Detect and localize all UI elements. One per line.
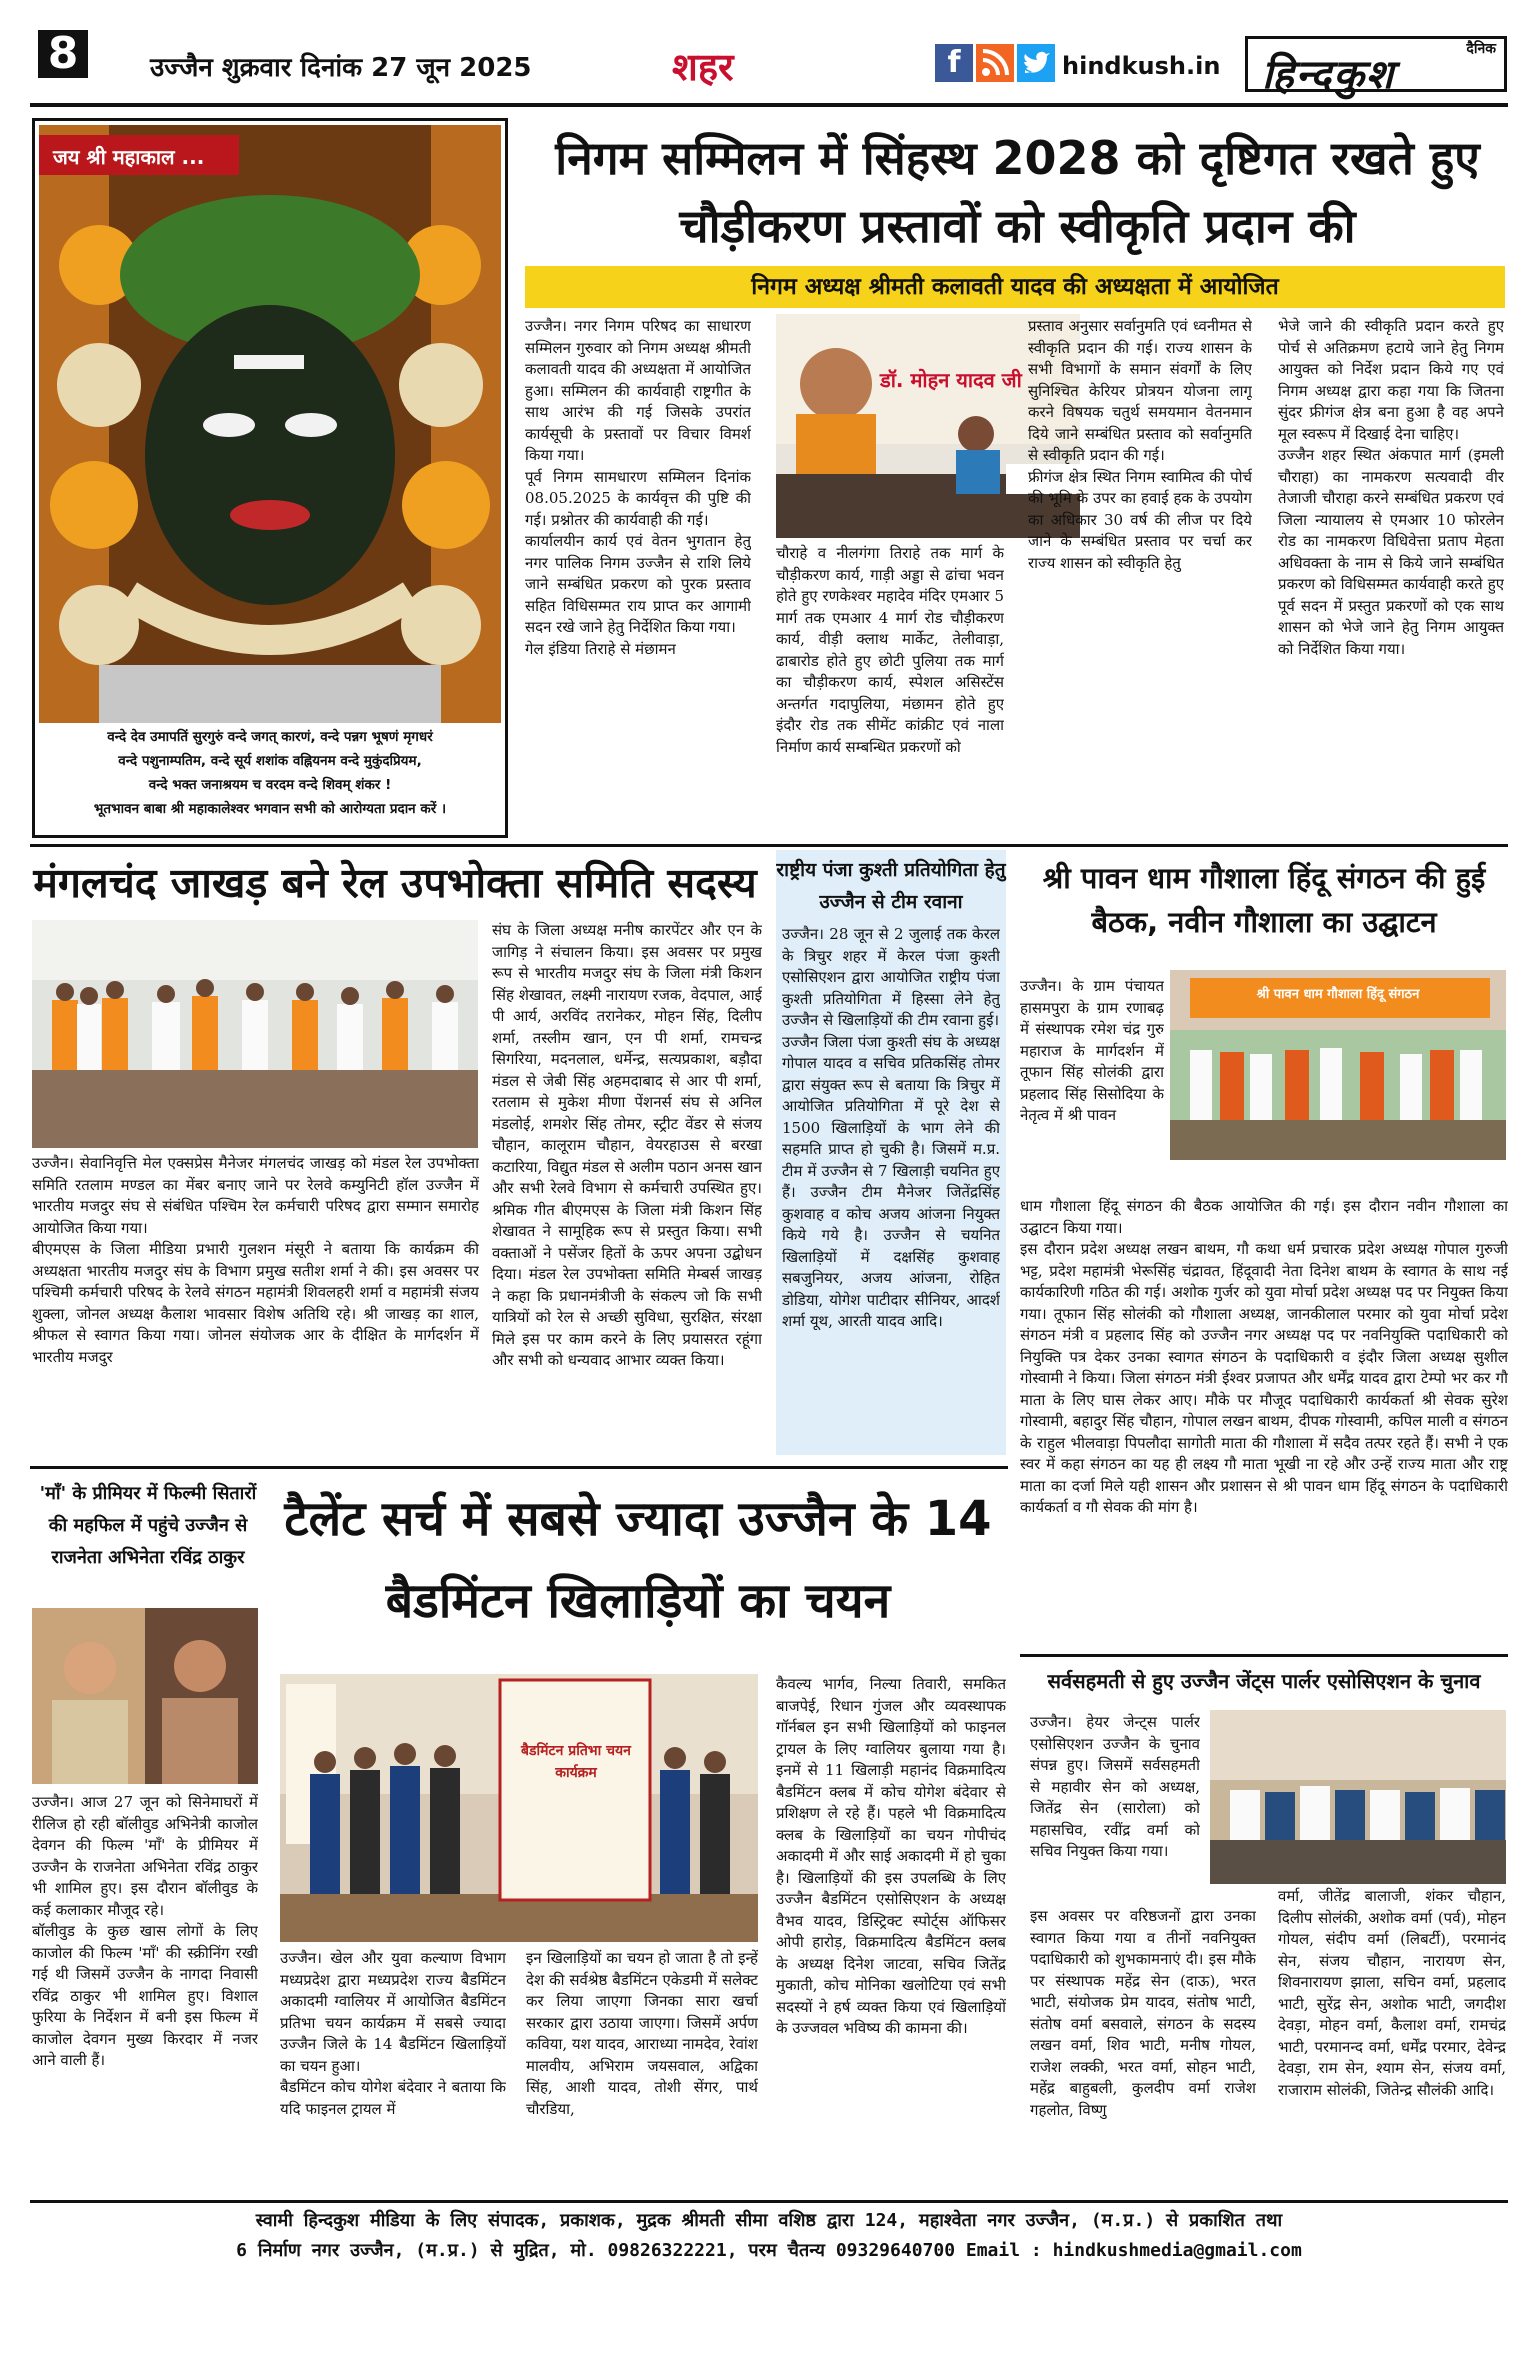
story6-col1: उज्जैन। खेल और युवा कल्याण विभाग मध्यप्रदेश द्वारा मध्यप्रदेश राज्य बैडमिंटन अकादमी ग्वालियर में आयोजित बैडमिंटन प्रतिभा चयन कार्यक्रम में सबसे ज्यादा उज्जैन जिले के 14 बैडमिंटन खिलाड़ियों का चयन हुआ। बैडमिंटन कोच योगेश बंदेवार ने बताया कि यदि फाइनल ट्रायल में <box>280 1949 506 2118</box>
story7-col-short: उज्जैन। हेयर जेन्ट्स पार्लर एसोसिएशन उज्जैन के चुनाव संपन्न हुए। जिसमें सर्वसहमती से महावीर सेन को अध्यक्ष, जितेंद्र सेन (सारोला) को महासचिव, रवींद्र वर्मा को सचिव नियुक्त किया गया। <box>1030 1713 1200 1860</box>
story4-photo-banner: श्री पावन धाम गौशाला हिंदू संगठन <box>1256 987 1420 1002</box>
story6-col3: कैवल्य भार्गव, निल्या तिवारी, समकित बाजपेई, रिधान गुंजल और व्यवस्थापक गॉर्नबल इन सभी खिलाड़ियों को फाइनल ट्रायल के लिए ग्वालियर बुलाया गया है। इनमें से 11 खिलाड़ी महानंद विक्रमादित्य बैडमिंटन क्लब में कोच योगेश बंदेवार से प्रशिक्षण ले रहे हैं। पहले भी विक्रमादित्य क्लब के खिलाड़ियों का चयन गोपीचंद अकादमी में और साई अकादमी में हो चुका है। खिलाड़ियों की इस उपलब्धि के लिए उज्जैन बैडमिंटन एसोसिएशन के अध्यक्ष वैभव यादव, डिस्ट्रिक्ट स्पोर्ट्स ऑफिसर ओपी हारोड़, विक्रमादित्य बैडमिंटन क्लब के अध्यक्ष दिनेश जाटवा, सचिव जितेंद्र मुकाती, कोच मोनिका खलोटिया एवं सभी सदस्यों ने हर्ष व्यक्त किया एवं खिलाड़ियों के उज्जवल भविष्य की कामना की। <box>776 1675 1006 2037</box>
footer-imprint <box>30 2206 1508 2266</box>
story4-body: धाम गौशाला हिंदू संगठन की बैठक आयोजित की गई। इस दौरान नवीन गौशाला का उद्घाटन किया गया। इस दौरान प्रदेश अध्यक्ष लखन बाथम, गौ कथा धर्म प्रचारक प्रदेश अध्यक्ष गोपाल गुरुजी भट्ट, प्रदेश महामंत्री भेरूसिंह चंद्रावत, हिंदूवादी नेता दिनेश बाथम के स्वागत के साथ नई कार्यकारिणी गठित की गई। अशोक गुर्जर को युवा मोर्चा प्रदेश अध्यक्ष पद पर नियुक्त किया गया। तूफान सिंह सोलंकी को गौशाला अध्यक्ष, जानकीलाल परमार को युवा मोर्चा प्रदेश संगठन मंत्री व प्रहलाद सिंह को उज्जैन नगर अध्यक्ष पद पर नवनियुक्ति पदाधिकारी को नियुक्ति पत्र देकर उनका स्वागत संगठन के पदाधिकारी व इंदौर जिला अध्यक्ष सुशील गोस्वामी ने किया। जिला संगठन मंत्री ईश्वर प्रजापत और धर्मेंद्र यादव द्वारा टेम्पो भर कर गौ माता के लिए घास लेकर आए। मौके पर मौजूद पदाधिकारी कार्यकर्ता श्री सेवक सुरेश गोस्वामी, बहादुर सिंह चौहान, गोपाल लखन बाथम, दीपक गोस्वामी, कपिल माली व संगठन के राहुल भीलवाड़ा पिपलौदा सागोती माता की गौशाला में सदैव तत्पर रहते हैं। सभी ने एक स्वर में कहा संगठन का यह ही लक्ष्य गौ माता भूखी ना रहे और उन्हें राज्य माता और राष्ट्र माता का दर्जा मिले यही शासन और प्रशासन से श्री पावन धाम हिंदू संगठन के पदाधिकारी कार्यकर्ता व गौ सेवक की मांग है। <box>1020 1197 1508 1516</box>
divider <box>30 844 1508 847</box>
mahakal-label: जय श्री महाकाल ... <box>53 145 205 169</box>
facebook-icon[interactable]: f <box>935 44 973 82</box>
story2-col2: संघ के जिला अध्यक्ष मनीष कारपेंटर और एन के जागिड़ ने संचालन किया। इस अवसर पर प्रमुख रूप से भारतीय मजदुर संघ के जिला मंत्री किशन सिंह शेखावत, लक्ष्मी नारायण रजक, वेदपाल, आई पी आर्य, अरविंद तरानेकर, मोहन सिंह, दिलीप शर्मा, तस्लीम खान, एन पी शर्मा, रामचन्द्र सिगरिया, मदनलाल, धर्मेन्द्र, सत्यप्रकाश, बड़ौदा मंडल से जेबी सिंह अहमदाबाद से आर पी शर्मा, रतलाम से मुकेश मीणा पेंशनर्स संघ से अनिल मंडलोई, शमशेर सिंह तोमर, स्ट्रीट वेंडर से संजय चौहान, कालूराम चौहान, वेयरहाउस से बरखा कटारिया, विद्युत मंडल से अलीम पठान अनस खान और सभी रेलवे विभाग से कर्मचारी उपस्थित हुए। श्रमिक गीत बीएमएस के जिला मंत्री किशन सिंह शेखावत ने सामूहिक रूप से प्रस्तुत किया। सभी वक्ताओं ने पसेंजर हितों के ऊपर अपना उद्बोधन दिया। मंडल रेल उपभोक्ता समिति मेम्बर्स जाखड़ ने कहा कि प्रधानमंत्रीजी के संकल्प जो कि सभी यात्रियों को रेल से अच्छी सुविधा, सुरक्षित, संरक्षा मिले इस पर काम करने के लिए प्रयासरत रहूंगा और सभी को धन्यवाद आभार व्यक्त किया। <box>492 921 762 1369</box>
mahakal-box <box>32 118 508 838</box>
story1-col3: प्रस्ताव अनुसार सर्वानुमति एवं ध्वनीमत से स्वीकृति प्रदान की गई। राज्य शासन के सभी विभागों के समान संवर्गों के लिए सुनिश्चित केरियर प्रोत्रयन योजना लागू करने विषयक चतुर्थ समयमान वेतनमान दिये जाने सम्बंधित प्रस्ताव को सर्वानुमति से स्वीकृति प्रदान की गई। फ्रीगंज क्षेत्र स्थित निगम स्वामित्व की पोर्च की भूमि के उपर का हवाई हक के उपयोग का अधिकार 30 वर्ष की लीज पर दिये जाने के सम्बंधित प्रस्ताव पर चर्चा कर राज्य शासन को स्वीकृति हेतु <box>1028 317 1252 572</box>
masthead-rule <box>30 103 1508 107</box>
story4-col-short: उज्जैन। के ग्राम पंचायत हासमपुरा के ग्राम रणाबढ़ में संस्थापक रमेश चंद्र गुरु महाराज के मार्गदर्शन में तूफान सिंह सोलंकी द्वारा प्रहलाद सिंह सिसोदिया के नेतृत्व में श्री पावन <box>1020 977 1164 1124</box>
story5-headline: 'माँ' के प्रीमियर में फिल्मी सितारों की महफिल में पहुंचे उज्जैन से राजनेता अभिनेता रविंद्र ठाकुर <box>39 1483 257 1568</box>
story3-headline: राष्ट्रीय पंजा कुश्ती प्रतियोगिता हेतु उज्जैन से टीम रवाना <box>776 859 1006 913</box>
story2-col1: उज्जैन। सेवानिवृत्ति मेल एक्सप्रेस मैनेजर मंगलचंद जाखड़ को मंडल रेल उपभोक्ता समिति रतलाम मण्डल का मेंबर बनाए जाने पर रेलवे कम्युनिटी हॉल उज्जैन में भारतीय मजदुर संघ से संबंधित पश्चिम रेल कर्मचारी परिषद द्वारा सम्मान समारोह आयोजित किया गया। बीएमएस के जिला मीडिया प्रभारी गुलशन मंसूरी ने बताया कि कार्यक्रम की अध्यक्षता भारतीय मजदुर संघ के विभाग प्रमुख सतीश शर्मा ने की। इस अवसर पर पश्चिमी कर्मचारी परिषद के रेलवे संगठन महामंत्री शिवलहरी शर्मा व महामंत्री संजय शुक्ला, जोनल अध्यक्ष कैलाश भावसार विशेष अतिथि रहे। श्री जाखड़ का शाल, श्रीफल से स्वागत किया गया। जोनल संयोजक आर के दीक्षित के मार्गदर्शन में भारतीय मजदुर <box>32 1154 479 1366</box>
story4-headline: श्री पावन धाम गौशाला हिंदू संगठन की हुई बैठक, नवीन गौशाला का उद्घाटन <box>1042 861 1486 939</box>
story7-col1: इस अवसर पर वरिष्ठजनों द्वारा उनका स्वागत किया गया व तीनों नवनियुक्त पदाधिकारी को शुभकामनाएं दी। इस मौके पर संस्थापक महेंद्र सेन (दाऊ), भरत भाटी, संयोजक प्रेम यादव, संतोष भाटी, संतोष वर्मा बसवाले, संगठन के सदस्य लखन वर्मा, शिव भाटी, मनीष गोयल, राजेश लक्की, भरत वर्मा, सोहन भाटी, महेंद्र बाहुबली, कुलदीप वर्मा राजेश गहलोत, विष्णु <box>1030 1907 1256 2119</box>
imprint-line: स्वामी हिन्दकुश मीडिया के लिए संपादक, प्रकाशक, मुद्रक श्रीमती सीमा वशिष्ठ द्वारा 124, महाश्वेता नगर उज्जैन, (म.प्र.) से प्रकाशित तथा <box>255 2210 1283 2231</box>
prayer-line: वन्दे भक्त जनाश्रयम च वरदम वन्दे शिवम् शंकर ! <box>148 777 392 793</box>
prayer-line: वन्दे देव उमापतिं सुरगुरुं वन्दे जगत् कारणं, वन्दे पन्नग भूषणं मृगधरं <box>107 729 433 745</box>
dateline: उज्जैन शुक्रवार दिनांक 27 जून 2025 <box>150 53 532 83</box>
story1-col4: भेजे जाने की स्वीकृति प्रदान करते हुए पोर्च से अतिक्रमण हटाये जाने हेतु निगम आयुक्त को निर्देश प्रदान किये गए एवं निगम अध्यक्ष द्वारा कहा गया कि जितना सुंदर फ्रीगंज क्षेत्र बना हुआ है वह अपने मूल स्वरूप में दिखाई देना चाहिए। उज्जैन शहर स्थित अंकपात मार्ग (इमली चौराहा) का नामकरण सत्यवादी वीर तेजाजी चौराहा करने सम्बंधित प्रकरण एवं जिला न्यायालय से एमआर 10 फोरलेन रोड का नामकरण विधिवेत्ता प्रताप मेहता अधिवक्ता के नाम से किये जाने सम्बंधित प्रकरण को विधिसम्मत कार्यवाही करते हुए पूर्व सदन में प्रस्तुत प्रकरणों को एक साथ शासन को भेजे जाने हेतु निगम आयुक्त को निर्देशित किया गया। <box>1278 317 1504 658</box>
story1-col1: उज्जैन। नगर निगम परिषद का साधारण सम्मिलन गुरुवार को निगम अध्यक्ष श्रीमती कलावती यादव की अध्यक्षता में आयोजित हुआ। सम्मिलन की कार्यवाही राष्ट्रगीत के साथ आरंभ की गई जिसके उपरांत कार्यसूची के प्रस्तावों पर विचार विमर्श किया गया। पूर्व निगम सामधारण सम्मिलन दिनांक 08.05.2025 के कार्यवृत्त की पुष्टि की गई। प्रश्नोतर की कार्यवाही की गई। कार्यालयीन कार्य एवं वेतन भुगतान हेतु नगर पालिक निगम उज्जैन से राशि लिये जाने सम्बंधित प्रकरण को पुरक प्रस्ताव सहित विधिसम्मत राय प्राप्त कर आगामी सदन रखे जाने हेतु निर्देशित किया गया। गेल इंडिया तिराहे से मंछामन <box>525 317 751 658</box>
story1-col2: चौराहे व नीलगंगा तिराहे तक मार्ग के चौड़ीकरण कार्य, गाड़ी अड्डा से ढांचा भवन होते हुए रणकेश्वर महादेव मंदिर एमआर 5 मार्ग तक एमआर 4 मार्ग रोड चौड़ीकरण कार्य, वीड़ी क्लाथ मार्केट, तेलीवाड़ा, ढाबारोड होते हुए छोटी पुलिया तक मार्ग का चौड़ीकरण कार्य, स्पेशल असिस्टेंस अन्तर्गत गदापुलिया, मंछामन होते हुए इंदौर रोड तक सीमेंट कांक्रीट एवं नाला निर्माण कार्य सम्बन्धित प्रकरणों को <box>776 544 1004 756</box>
page-number: 8 <box>38 30 88 78</box>
paper-name: हिन्दकुश <box>1262 52 1396 98</box>
footer-rule <box>30 2200 1508 2203</box>
section-name: शहर <box>672 45 734 89</box>
daily-label: दैनिक <box>1466 41 1496 57</box>
mahakal-photo <box>39 125 501 723</box>
imprint-line: 6 निर्माण नगर उज्जैन, (म.प्र.) से मुद्रित, मो. 09826322221, परम चैतन्य 09329640700 Email : hindkushmedia@gmail.com <box>236 2240 1302 2261</box>
story5-photo <box>32 1608 258 1784</box>
story7-photo <box>1210 1710 1506 1884</box>
prayer-line: वन्दे पशुनाम्पतिम, वन्दे सूर्य शशांक वह्नियनम वन्दे मुकुंदप्रियम, <box>118 753 422 769</box>
story6-headline: टैलेंट सर्च में सबसे ज्यादा उज्जैन के 14 बैडमिंटन खिलाड़ियों का चयन <box>284 1491 992 1629</box>
paper-logo <box>1245 36 1507 98</box>
story1-photo-banner: डॉ. मोहन यादव जी <box>880 368 1022 392</box>
story5-body: उज्जैन। आज 27 जून को सिनेमाघरों में रीलिज हो रही बॉलीवुड अभिनेत्री काजोल देवगन की फिल्म 'माँ' के प्रीमियर में उज्जैन के राजनेता अभिनेता रविंद्र ठाकुर भी शामिल हुए। इस दौरान बॉलीवुड के कई कलाकार मौजूद रहे। बॉलीवुड के कुछ खास लोगों के लिए काजोल की फिल्म 'माँ' की स्क्रीनिंग रखी गई थी जिसमें उज्जैन के नागदा निवासी रविंद्र ठाकुर भी शामिल हुए। विशाल फुरिया के निर्देशन में बनी इस फिल्म में काजोल देवगन मुख्य किरदार में नजर आने वाली हैं। <box>32 1793 258 2069</box>
twitter-icon[interactable] <box>1017 44 1055 82</box>
story2-headline: मंगलचंद जाखड़ बने रेल उपभोक्ता समिति सदस्य <box>33 859 757 907</box>
prayer-line: भूतभावन बाबा श्री महाकालेश्वर भगवान सभी को आरोग्यता प्रदान करें । <box>93 801 447 817</box>
divider <box>1020 1654 1508 1657</box>
story6-photo <box>280 1674 758 1942</box>
website-url[interactable]: hindkush.in <box>1062 52 1221 80</box>
story6-col2: इन खिलाड़ियों का चयन हो जाता है तो इन्हें देश की सर्वश्रेष्ठ बैडमिंटन एकेडमी में सलेक्ट कर लिया जाएगा जिनका सारा खर्चा सरकार द्वारा उठाया जाएगा। जिसमें अर्पण कविया, यश यादव, आराध्या नामदेव, रेवांश मालवीय, अभिराम जयसवाल, अद्विका सिंह, आशी यादव, तोशी सेंगर, पार्थ चौरडिया, <box>526 1949 758 2118</box>
masthead <box>0 0 1536 105</box>
story7-headline: सर्वसहमती से हुए उज्जैन जेंट्स पार्लर एसोसिएशन के चुनाव <box>1047 1669 1481 1693</box>
story3-body: उज्जैन। 28 जून से 2 जुलाई तक केरल के त्रिचुर शहर में केरल पंजा कुश्ती एसोसिएशन द्वारा आयोजित राष्ट्रीय पंजा कुश्ती प्रतियोगिता में हिस्सा लेने हेतु उज्जैन से खिलाड़ियों की टीम रवाना हुई। उज्जैन जिला पंजा कुश्ती संघ के अध्यक्ष गोपाल यादव व सचिव प्रतिकसिंह तोमर द्वारा संयुक्त रूप से बताया कि त्रिचुर में आयोजित प्रतियोगिता में पूरे देश से 1500 खिलाड़ियों के भाग लेने की सहमति प्राप्त हो चुकी है। जिसमें म.प्र. टीम में उज्जैन से 7 खिलाड़ी चयनित हुए हैं। उज्जैन टीम मैनेजर जितेंद्रसिंह कुशवाह व कोच अजय आंजना नियुक्त किये गये है। उज्जैन से चयनित खिलाड़ियों में दक्षसिंह कुशवाह सबजुनियर, अजय आंजना, रोहित डोडिया, योगेश पाटीदार सीनियर, आदर्श शर्मा यूथ, आरती यादव आदि। <box>782 925 1000 1330</box>
rss-icon[interactable] <box>976 44 1014 82</box>
story1-kicker: निगम अध्यक्ष श्रीमती कलावती यादव की अध्यक्षता में आयोजित <box>525 266 1505 308</box>
story2-photo <box>32 920 478 1148</box>
story1-headline: निगम सम्मिलन में सिंहस्थ 2028 को दृष्टिगत रखते हुए चौड़ीकरण प्रस्तावों को स्वीकृति प्रदान की <box>555 131 1480 253</box>
divider <box>30 1466 1008 1469</box>
story7-col2: वर्मा, जीतेंद्र बालाजी, शंकर चौहान, दिलीप सोलंकी, अशोक वर्मा (पर्व), मोहन गोयल, संदीप वर्मा (लिबर्टी), परमानंद सेन, संजय चौहान, नारायण सेन, शिवनारायण झाला, सचिन वर्मा, प्रहलाद भाटी, सुरेंद्र सेन, अशोक भाटी, जगदीश देवड़ा, मोहन वर्मा, कैलाश वर्मा, रामचंद्र भाटी, परमानन्द वर्मा, धर्मेंद्र परमार, देवेन्द्र देवड़ा, राम सेन, श्याम सेन, संजय वर्मा, राजाराम सोलंकी, जितेन्द्र सौलंकी आदि। <box>1278 1887 1506 2099</box>
badminton-poster-title: बैडमिंटन प्रतिभा चयन कार्यक्रम <box>521 1743 631 1781</box>
mahakal-caption <box>39 725 501 821</box>
